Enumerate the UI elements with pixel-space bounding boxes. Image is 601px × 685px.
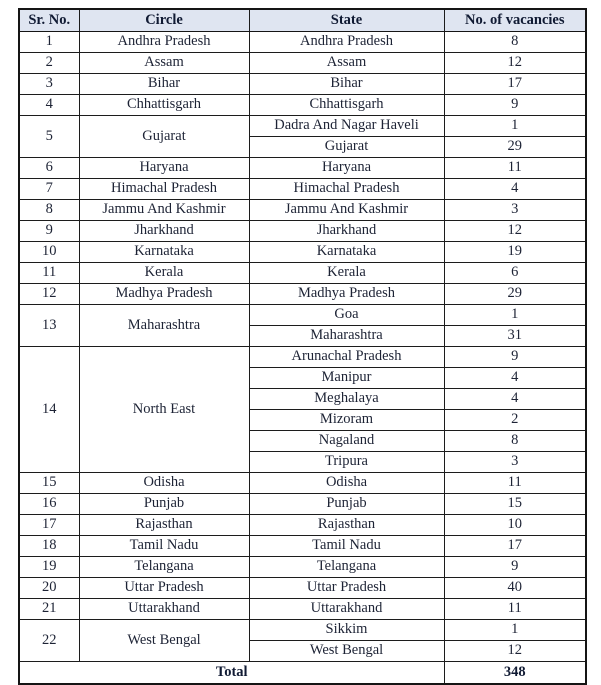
col-header-state: State xyxy=(249,9,444,32)
vacancy-count-cell: 4 xyxy=(444,389,586,410)
table-row xyxy=(19,200,586,221)
sr-no-cell: 20 xyxy=(19,578,79,599)
sr-no-cell: 13 xyxy=(19,305,79,347)
table-row xyxy=(19,158,586,179)
circle-cell: Gujarat xyxy=(79,116,249,158)
table-row xyxy=(19,515,586,536)
vacancy-count-cell: 4 xyxy=(444,179,586,200)
vacancy-count-cell: 9 xyxy=(444,557,586,578)
col-header-sr-no: Sr. No. xyxy=(19,9,79,32)
table-row xyxy=(19,179,586,200)
circle-cell: Rajasthan xyxy=(79,515,249,536)
sr-no-cell: 2 xyxy=(19,53,79,74)
vacancy-count-cell: 17 xyxy=(444,536,586,557)
table-row xyxy=(19,305,586,326)
state-cell: Goa xyxy=(249,305,444,326)
state-cell: Dadra And Nagar Haveli xyxy=(249,116,444,137)
table-row xyxy=(19,116,586,137)
sr-no-cell: 11 xyxy=(19,263,79,284)
state-cell: Telangana xyxy=(249,557,444,578)
table-row xyxy=(19,53,586,74)
state-cell: Rajasthan xyxy=(249,515,444,536)
table-row xyxy=(19,263,586,284)
circle-cell: Jammu And Kashmir xyxy=(79,200,249,221)
circle-cell: Himachal Pradesh xyxy=(79,179,249,200)
table-body xyxy=(19,32,586,662)
table-row xyxy=(19,536,586,557)
state-cell: Karnataka xyxy=(249,242,444,263)
state-cell: Manipur xyxy=(249,368,444,389)
sr-no-cell: 22 xyxy=(19,620,79,662)
state-cell: Jammu And Kashmir xyxy=(249,200,444,221)
table-row xyxy=(19,347,586,368)
circle-cell: Andhra Pradesh xyxy=(79,32,249,53)
state-cell: Andhra Pradesh xyxy=(249,32,444,53)
circle-cell: Uttar Pradesh xyxy=(79,578,249,599)
state-cell: Kerala xyxy=(249,263,444,284)
state-cell: Arunachal Pradesh xyxy=(249,347,444,368)
vacancy-count-cell: 12 xyxy=(444,221,586,242)
state-cell: Tripura xyxy=(249,452,444,473)
table-row xyxy=(19,284,586,305)
sr-no-cell: 15 xyxy=(19,473,79,494)
state-cell: Bihar xyxy=(249,74,444,95)
circle-cell: Kerala xyxy=(79,263,249,284)
vacancy-count-cell: 29 xyxy=(444,284,586,305)
header-row xyxy=(19,9,586,32)
vacancy-count-cell: 15 xyxy=(444,494,586,515)
sr-no-cell: 1 xyxy=(19,32,79,53)
table-row xyxy=(19,557,586,578)
vacancy-count-cell: 17 xyxy=(444,74,586,95)
state-cell: Meghalaya xyxy=(249,389,444,410)
vacancy-count-cell: 12 xyxy=(444,641,586,662)
sr-no-cell: 18 xyxy=(19,536,79,557)
table-row xyxy=(19,74,586,95)
circle-cell: Odisha xyxy=(79,473,249,494)
state-cell: Chhattisgarh xyxy=(249,95,444,116)
vacancy-count-cell: 40 xyxy=(444,578,586,599)
circle-cell: Chhattisgarh xyxy=(79,95,249,116)
vacancy-count-cell: 6 xyxy=(444,263,586,284)
circle-cell: Punjab xyxy=(79,494,249,515)
state-cell: Maharashtra xyxy=(249,326,444,347)
vacancy-count-cell: 4 xyxy=(444,368,586,389)
circle-cell: Telangana xyxy=(79,557,249,578)
vacancy-count-cell: 1 xyxy=(444,620,586,641)
vacancy-count-cell: 1 xyxy=(444,116,586,137)
vacancy-count-cell: 8 xyxy=(444,32,586,53)
table-row xyxy=(19,32,586,53)
table-row xyxy=(19,242,586,263)
vacancy-count-cell: 11 xyxy=(444,599,586,620)
sr-no-cell: 3 xyxy=(19,74,79,95)
sr-no-cell: 4 xyxy=(19,95,79,116)
vacancy-count-cell: 19 xyxy=(444,242,586,263)
col-header-circle: Circle xyxy=(79,9,249,32)
state-cell: Jharkhand xyxy=(249,221,444,242)
state-cell: Himachal Pradesh xyxy=(249,179,444,200)
sr-no-cell: 9 xyxy=(19,221,79,242)
total-label-cell: Total xyxy=(19,662,444,685)
vacancy-count-cell: 11 xyxy=(444,473,586,494)
circle-cell: North East xyxy=(79,347,249,473)
sr-no-cell: 7 xyxy=(19,179,79,200)
table-row xyxy=(19,620,586,641)
sr-no-cell: 14 xyxy=(19,347,79,473)
sr-no-cell: 8 xyxy=(19,200,79,221)
state-cell: Nagaland xyxy=(249,431,444,452)
state-cell: Sikkim xyxy=(249,620,444,641)
vacancy-count-cell: 2 xyxy=(444,410,586,431)
state-cell: Assam xyxy=(249,53,444,74)
circle-cell: Bihar xyxy=(79,74,249,95)
table-row xyxy=(19,95,586,116)
circle-cell: Tamil Nadu xyxy=(79,536,249,557)
sr-no-cell: 5 xyxy=(19,116,79,158)
circle-cell: Haryana xyxy=(79,158,249,179)
circle-cell: Karnataka xyxy=(79,242,249,263)
vacancy-count-cell: 31 xyxy=(444,326,586,347)
state-cell: Mizoram xyxy=(249,410,444,431)
circle-cell: Uttarakhand xyxy=(79,599,249,620)
state-cell: Odisha xyxy=(249,473,444,494)
sr-no-cell: 21 xyxy=(19,599,79,620)
state-cell: Uttarakhand xyxy=(249,599,444,620)
vacancy-count-cell: 12 xyxy=(444,53,586,74)
state-cell: Madhya Pradesh xyxy=(249,284,444,305)
vacancy-table xyxy=(18,8,587,685)
state-cell: Gujarat xyxy=(249,137,444,158)
state-cell: Uttar Pradesh xyxy=(249,578,444,599)
vacancy-count-cell: 29 xyxy=(444,137,586,158)
circle-cell: Jharkhand xyxy=(79,221,249,242)
vacancy-count-cell: 3 xyxy=(444,200,586,221)
state-cell: Tamil Nadu xyxy=(249,536,444,557)
table-row xyxy=(19,494,586,515)
col-header-vacancies: No. of vacancies xyxy=(444,9,586,32)
table-row xyxy=(19,599,586,620)
sr-no-cell: 12 xyxy=(19,284,79,305)
vacancy-count-cell: 11 xyxy=(444,158,586,179)
vacancy-count-cell: 10 xyxy=(444,515,586,536)
state-cell: West Bengal xyxy=(249,641,444,662)
sr-no-cell: 19 xyxy=(19,557,79,578)
sr-no-cell: 16 xyxy=(19,494,79,515)
table-row xyxy=(19,578,586,599)
state-cell: Punjab xyxy=(249,494,444,515)
vacancy-count-cell: 3 xyxy=(444,452,586,473)
circle-cell: Assam xyxy=(79,53,249,74)
table-row xyxy=(19,473,586,494)
circle-cell: West Bengal xyxy=(79,620,249,662)
sr-no-cell: 10 xyxy=(19,242,79,263)
vacancy-count-cell: 9 xyxy=(444,95,586,116)
circle-cell: Madhya Pradesh xyxy=(79,284,249,305)
circle-cell: Maharashtra xyxy=(79,305,249,347)
vacancy-count-cell: 9 xyxy=(444,347,586,368)
vacancy-count-cell: 1 xyxy=(444,305,586,326)
sr-no-cell: 6 xyxy=(19,158,79,179)
table-row xyxy=(19,221,586,242)
total-row xyxy=(19,662,586,685)
state-cell: Haryana xyxy=(249,158,444,179)
total-value-cell: 348 xyxy=(444,662,586,685)
sr-no-cell: 17 xyxy=(19,515,79,536)
vacancy-count-cell: 8 xyxy=(444,431,586,452)
